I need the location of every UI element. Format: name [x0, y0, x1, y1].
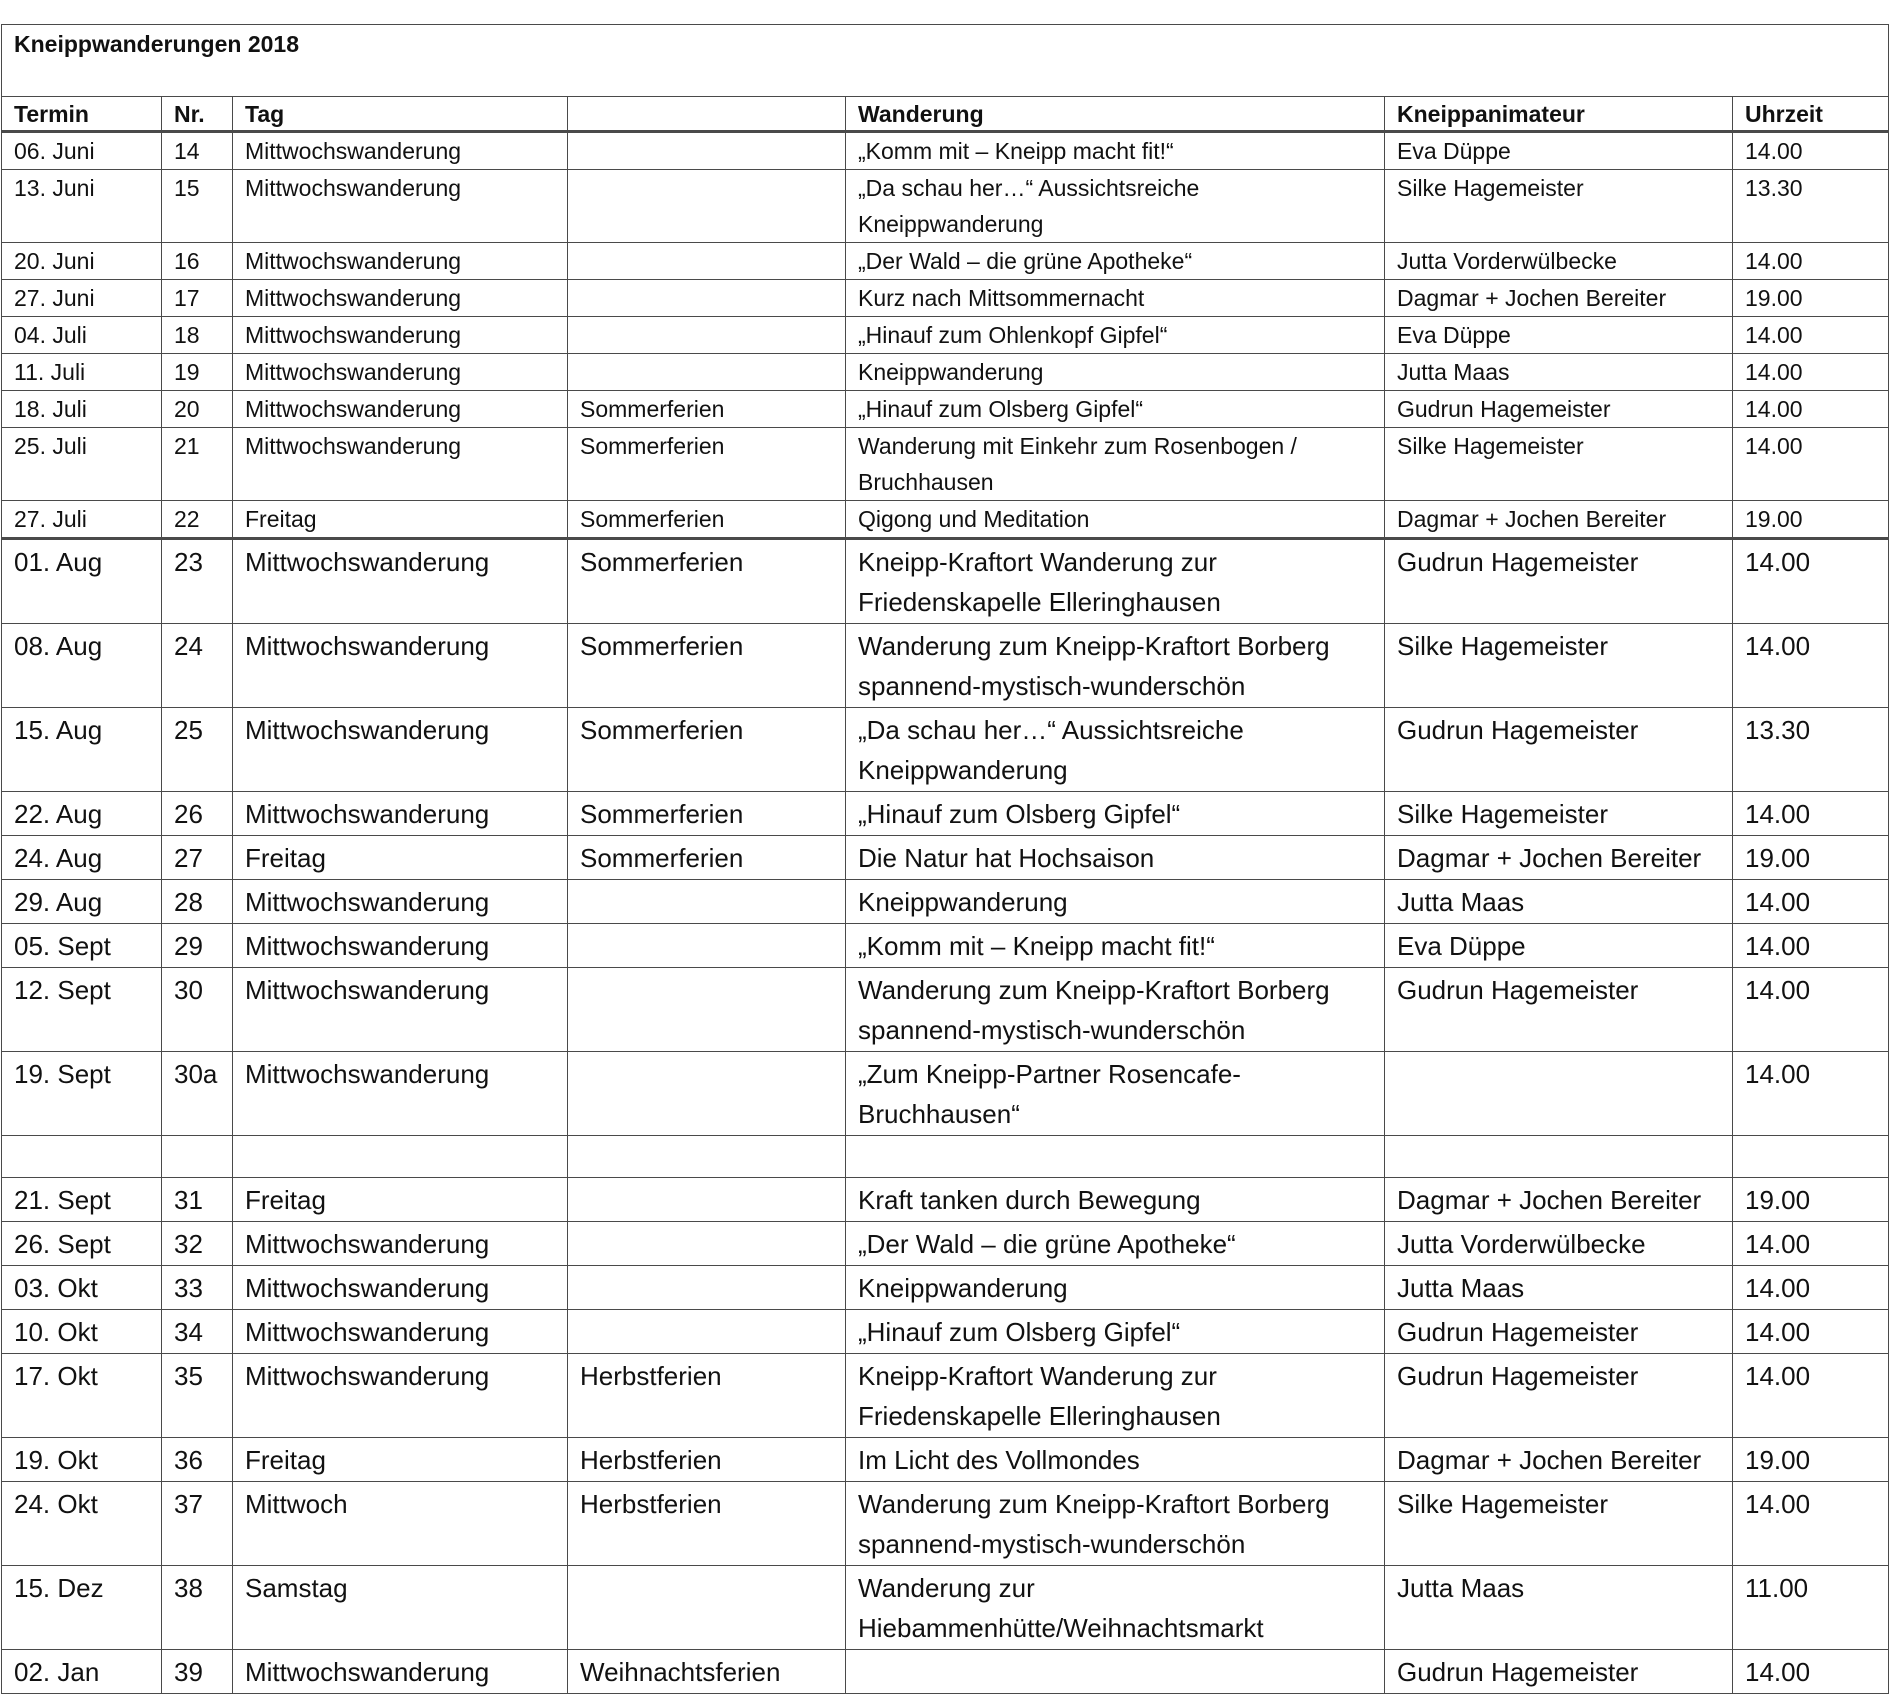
kneippanimateur-cell: Dagmar + Jochen Bereiter [1385, 280, 1733, 317]
uhrzeit-cell: 14.00 [1733, 1052, 1889, 1136]
uhrzeit-cell: 14.00 [1733, 1266, 1889, 1310]
tag-cell: Mittwochswanderung [233, 880, 568, 924]
kneippanimateur-cell: Gudrun Hagemeister [1385, 708, 1733, 792]
table-row [2, 1354, 1889, 1438]
ferien-cell [568, 1222, 846, 1266]
nr-cell: 30a [162, 1052, 233, 1136]
table-row [2, 1482, 1889, 1566]
tag-cell: Mittwochswanderung [233, 792, 568, 836]
uhrzeit-cell: 13.30 [1733, 708, 1889, 792]
termin-cell: 12. Sept [2, 968, 162, 1052]
kneippanimateur-cell: Dagmar + Jochen Bereiter [1385, 836, 1733, 880]
uhrzeit-cell: 19.00 [1733, 501, 1889, 539]
tag-cell: Mittwochswanderung [233, 1222, 568, 1266]
termin-cell: 24. Okt [2, 1482, 162, 1566]
tag-cell: Mittwochswanderung [233, 354, 568, 391]
uhrzeit-cell [1733, 1136, 1889, 1178]
kneippanimateur-cell: Silke Hagemeister [1385, 624, 1733, 708]
uhrzeit-cell: 14.00 [1733, 391, 1889, 428]
nr-cell: 20 [162, 391, 233, 428]
ferien-cell: Sommerferien [568, 539, 846, 624]
table-row [2, 1178, 1889, 1222]
wanderung-cell: Wanderung zum Kneipp-Kraftort Borberg spannend-mystisch-wunderschön [846, 968, 1385, 1052]
tag-cell: Mittwochswanderung [233, 243, 568, 280]
wanderung-cell: „Zum Kneipp-Partner Rosencafe-Bruchhausen“ [846, 1052, 1385, 1136]
tag-cell: Freitag [233, 1438, 568, 1482]
ferien-cell: Weihnachtsferien [568, 1650, 846, 1694]
table-row [2, 317, 1889, 354]
table-row [2, 1222, 1889, 1266]
kneippanimateur-cell: Silke Hagemeister [1385, 1482, 1733, 1566]
termin-cell [2, 1136, 162, 1178]
kneippanimateur-cell: Dagmar + Jochen Bereiter [1385, 1178, 1733, 1222]
nr-cell: 22 [162, 501, 233, 539]
tag-cell: Mittwochswanderung [233, 280, 568, 317]
termin-cell: 04. Juli [2, 317, 162, 354]
wanderung-cell: „Hinauf zum Olsberg Gipfel“ [846, 391, 1385, 428]
wanderung-cell: Kurz nach Mittsommernacht [846, 280, 1385, 317]
wanderung-cell: Wanderung zum Kneipp-Kraftort Borberg spannend-mystisch-wunderschön [846, 1482, 1385, 1566]
uhrzeit-cell: 14.00 [1733, 792, 1889, 836]
nr-cell: 28 [162, 880, 233, 924]
wanderung-cell: Qigong und Meditation [846, 501, 1385, 539]
uhrzeit-cell: 14.00 [1733, 539, 1889, 624]
uhrzeit-cell: 14.00 [1733, 1310, 1889, 1354]
tag-cell: Mittwochswanderung [233, 924, 568, 968]
ferien-cell: Sommerferien [568, 624, 846, 708]
kneippanimateur-cell: Gudrun Hagemeister [1385, 1310, 1733, 1354]
nr-cell: 35 [162, 1354, 233, 1438]
termin-cell: 19. Okt [2, 1438, 162, 1482]
uhrzeit-cell: 14.00 [1733, 317, 1889, 354]
wanderung-cell: „Hinauf zum Olsberg Gipfel“ [846, 1310, 1385, 1354]
tag-cell: Mittwochswanderung [233, 391, 568, 428]
tag-cell: Freitag [233, 1178, 568, 1222]
wanderung-cell: Kneipp-Kraftort Wanderung zur Friedenskapelle Elleringhausen [846, 539, 1385, 624]
wanderung-cell [846, 1650, 1385, 1694]
kneippanimateur-cell: Jutta Maas [1385, 354, 1733, 391]
ferien-cell [568, 243, 846, 280]
tag-cell: Freitag [233, 836, 568, 880]
kneippanimateur-cell: Jutta Vorderwülbecke [1385, 243, 1733, 280]
column-header: Tag [233, 97, 568, 132]
ferien-cell: Sommerferien [568, 428, 846, 501]
column-header: Termin [2, 97, 162, 132]
uhrzeit-cell: 19.00 [1733, 1178, 1889, 1222]
column-header [568, 97, 846, 132]
nr-cell: 24 [162, 624, 233, 708]
tag-cell: Mittwochswanderung [233, 132, 568, 170]
termin-cell: 20. Juni [2, 243, 162, 280]
kneippanimateur-cell: Eva Düppe [1385, 317, 1733, 354]
termin-cell: 19. Sept [2, 1052, 162, 1136]
wanderung-cell: Wanderung mit Einkehr zum Rosenbogen / Bruchhausen [846, 428, 1385, 501]
ferien-cell: Herbstferien [568, 1438, 846, 1482]
kneippanimateur-cell: Eva Düppe [1385, 132, 1733, 170]
table-row [2, 924, 1889, 968]
wanderung-cell: Kneippwanderung [846, 354, 1385, 391]
nr-cell: 33 [162, 1266, 233, 1310]
nr-cell: 18 [162, 317, 233, 354]
termin-cell: 27. Juni [2, 280, 162, 317]
ferien-cell [568, 1178, 846, 1222]
ferien-cell: Herbstferien [568, 1354, 846, 1438]
nr-cell: 38 [162, 1566, 233, 1650]
wanderung-cell: „Hinauf zum Olsberg Gipfel“ [846, 792, 1385, 836]
header-row [2, 97, 1889, 132]
kneippanimateur-cell: Jutta Maas [1385, 1566, 1733, 1650]
nr-cell: 36 [162, 1438, 233, 1482]
nr-cell: 25 [162, 708, 233, 792]
nr-cell: 27 [162, 836, 233, 880]
tag-cell: Mittwochswanderung [233, 1310, 568, 1354]
tag-cell: Mittwochswanderung [233, 708, 568, 792]
tag-cell: Mittwochswanderung [233, 1650, 568, 1694]
uhrzeit-cell: 14.00 [1733, 624, 1889, 708]
tag-cell: Mittwoch [233, 1482, 568, 1566]
page-title: Kneippwanderungen 2018 [2, 25, 1889, 97]
column-header: Nr. [162, 97, 233, 132]
tag-cell: Samstag [233, 1566, 568, 1650]
wanderung-cell: Kneippwanderung [846, 880, 1385, 924]
table-row [2, 428, 1889, 501]
wanderung-cell: Die Natur hat Hochsaison [846, 836, 1385, 880]
nr-cell: 30 [162, 968, 233, 1052]
termin-cell: 29. Aug [2, 880, 162, 924]
kneippanimateur-cell [1385, 1136, 1733, 1178]
uhrzeit-cell: 14.00 [1733, 1482, 1889, 1566]
ferien-cell: Herbstferien [568, 1482, 846, 1566]
termin-cell: 06. Juni [2, 132, 162, 170]
ferien-cell [568, 1052, 846, 1136]
ferien-cell: Sommerferien [568, 836, 846, 880]
kneippanimateur-cell: Eva Düppe [1385, 924, 1733, 968]
ferien-cell [568, 1310, 846, 1354]
schedule-part-1 [2, 132, 1889, 539]
uhrzeit-cell: 13.30 [1733, 170, 1889, 243]
table-row [2, 132, 1889, 170]
termin-cell: 18. Juli [2, 391, 162, 428]
kneippanimateur-cell: Jutta Vorderwülbecke [1385, 1222, 1733, 1266]
wanderung-cell: „Der Wald – die grüne Apotheke“ [846, 1222, 1385, 1266]
wanderung-cell: Kneippwanderung [846, 1266, 1385, 1310]
kneippanimateur-cell [1385, 1052, 1733, 1136]
nr-cell: 17 [162, 280, 233, 317]
uhrzeit-cell: 19.00 [1733, 836, 1889, 880]
termin-cell: 10. Okt [2, 1310, 162, 1354]
tag-cell: Mittwochswanderung [233, 624, 568, 708]
uhrzeit-cell: 14.00 [1733, 880, 1889, 924]
table-row [2, 501, 1889, 539]
wanderung-cell: „Komm mit – Kneipp macht fit!“ [846, 924, 1385, 968]
table-row [2, 880, 1889, 924]
ferien-cell [568, 317, 846, 354]
tag-cell: Mittwochswanderung [233, 968, 568, 1052]
nr-cell: 14 [162, 132, 233, 170]
tag-cell: Freitag [233, 501, 568, 539]
uhrzeit-cell: 14.00 [1733, 428, 1889, 501]
uhrzeit-cell: 14.00 [1733, 1650, 1889, 1694]
nr-cell: 26 [162, 792, 233, 836]
table-row [2, 1052, 1889, 1136]
ferien-cell [568, 1136, 846, 1178]
kneippanimateur-cell: Gudrun Hagemeister [1385, 1650, 1733, 1694]
termin-cell: 13. Juni [2, 170, 162, 243]
ferien-cell: Sommerferien [568, 792, 846, 836]
tag-cell [233, 1136, 568, 1178]
uhrzeit-cell: 14.00 [1733, 132, 1889, 170]
wanderung-cell: „Hinauf zum Ohlenkopf Gipfel“ [846, 317, 1385, 354]
wanderung-cell: Wanderung zum Kneipp-Kraftort Borberg spannend-mystisch-wunderschön [846, 624, 1385, 708]
wanderung-cell: „Da schau her…“ Aussichtsreiche Kneippwanderung [846, 708, 1385, 792]
table-row [2, 792, 1889, 836]
termin-cell: 24. Aug [2, 836, 162, 880]
uhrzeit-cell: 14.00 [1733, 1222, 1889, 1266]
termin-cell: 21. Sept [2, 1178, 162, 1222]
table-row [2, 1266, 1889, 1310]
termin-cell: 22. Aug [2, 792, 162, 836]
uhrzeit-cell: 19.00 [1733, 1438, 1889, 1482]
ferien-cell [568, 280, 846, 317]
ferien-cell [568, 880, 846, 924]
nr-cell: 23 [162, 539, 233, 624]
ferien-cell [568, 132, 846, 170]
ferien-cell [568, 354, 846, 391]
ferien-cell: Sommerferien [568, 391, 846, 428]
tag-cell: Mittwochswanderung [233, 170, 568, 243]
nr-cell: 31 [162, 1178, 233, 1222]
uhrzeit-cell: 14.00 [1733, 1354, 1889, 1438]
wanderung-cell: „Der Wald – die grüne Apotheke“ [846, 243, 1385, 280]
termin-cell: 25. Juli [2, 428, 162, 501]
kneippanimateur-cell: Jutta Maas [1385, 1266, 1733, 1310]
nr-cell: 19 [162, 354, 233, 391]
tag-cell: Mittwochswanderung [233, 1266, 568, 1310]
termin-cell: 17. Okt [2, 1354, 162, 1438]
nr-cell: 37 [162, 1482, 233, 1566]
table-row [2, 1136, 1889, 1178]
termin-cell: 08. Aug [2, 624, 162, 708]
kneippanimateur-cell: Silke Hagemeister [1385, 428, 1733, 501]
table-row [2, 624, 1889, 708]
nr-cell: 16 [162, 243, 233, 280]
wanderung-cell [846, 1136, 1385, 1178]
table-row [2, 243, 1889, 280]
kneippanimateur-cell: Silke Hagemeister [1385, 792, 1733, 836]
nr-cell: 32 [162, 1222, 233, 1266]
termin-cell: 15. Aug [2, 708, 162, 792]
uhrzeit-cell: 14.00 [1733, 243, 1889, 280]
ferien-cell [568, 170, 846, 243]
table-row [2, 1438, 1889, 1482]
column-header: Kneippanimateur [1385, 97, 1733, 132]
table-row [2, 170, 1889, 243]
column-header: Wanderung [846, 97, 1385, 132]
wanderung-cell: Kneipp-Kraftort Wanderung zur Friedenskapelle Elleringhausen [846, 1354, 1385, 1438]
nr-cell: 15 [162, 170, 233, 243]
termin-cell: 15. Dez [2, 1566, 162, 1650]
termin-cell: 03. Okt [2, 1266, 162, 1310]
column-header: Uhrzeit [1733, 97, 1889, 132]
ferien-cell [568, 1266, 846, 1310]
ferien-cell [568, 968, 846, 1052]
nr-cell: 21 [162, 428, 233, 501]
uhrzeit-cell: 19.00 [1733, 280, 1889, 317]
table-row [2, 539, 1889, 624]
table-row [2, 1650, 1889, 1694]
uhrzeit-cell: 11.00 [1733, 1566, 1889, 1650]
tag-cell: Mittwochswanderung [233, 1052, 568, 1136]
uhrzeit-cell: 14.00 [1733, 924, 1889, 968]
title-row [2, 25, 1889, 97]
ferien-cell: Sommerferien [568, 708, 846, 792]
tag-cell: Mittwochswanderung [233, 428, 568, 501]
kneippanimateur-cell: Dagmar + Jochen Bereiter [1385, 501, 1733, 539]
table-row [2, 708, 1889, 792]
nr-cell: 39 [162, 1650, 233, 1694]
kneippanimateur-cell: Gudrun Hagemeister [1385, 391, 1733, 428]
wanderung-cell: Kraft tanken durch Bewegung [846, 1178, 1385, 1222]
wanderung-cell: „Da schau her…“ Aussichtsreiche Kneippwanderung [846, 170, 1385, 243]
schedule-part-2 [2, 539, 1889, 1694]
ferien-cell: Sommerferien [568, 501, 846, 539]
termin-cell: 27. Juli [2, 501, 162, 539]
termin-cell: 05. Sept [2, 924, 162, 968]
nr-cell: 29 [162, 924, 233, 968]
table-row [2, 1566, 1889, 1650]
wanderung-cell: Im Licht des Vollmondes [846, 1438, 1385, 1482]
wanderung-cell: „Komm mit – Kneipp macht fit!“ [846, 132, 1385, 170]
nr-cell [162, 1136, 233, 1178]
tag-cell: Mittwochswanderung [233, 1354, 568, 1438]
uhrzeit-cell: 14.00 [1733, 354, 1889, 391]
table-row [2, 354, 1889, 391]
tag-cell: Mittwochswanderung [233, 539, 568, 624]
nr-cell: 34 [162, 1310, 233, 1354]
ferien-cell [568, 1566, 846, 1650]
termin-cell: 26. Sept [2, 1222, 162, 1266]
termin-cell: 11. Juli [2, 354, 162, 391]
table-row [2, 391, 1889, 428]
table-row [2, 1310, 1889, 1354]
termin-cell: 02. Jan [2, 1650, 162, 1694]
termin-cell: 01. Aug [2, 539, 162, 624]
kneippanimateur-cell: Gudrun Hagemeister [1385, 539, 1733, 624]
kneippanimateur-cell: Gudrun Hagemeister [1385, 1354, 1733, 1438]
kneippanimateur-cell: Jutta Maas [1385, 880, 1733, 924]
kneippanimateur-cell: Dagmar + Jochen Bereiter [1385, 1438, 1733, 1482]
table-row [2, 280, 1889, 317]
table-row [2, 836, 1889, 880]
tag-cell: Mittwochswanderung [233, 317, 568, 354]
kneippanimateur-cell: Gudrun Hagemeister [1385, 968, 1733, 1052]
schedule-table [1, 24, 1889, 1694]
wanderung-cell: Wanderung zur Hiebammenhütte/Weihnachtsmarkt [846, 1566, 1385, 1650]
kneippanimateur-cell: Silke Hagemeister [1385, 170, 1733, 243]
table-row [2, 968, 1889, 1052]
uhrzeit-cell: 14.00 [1733, 968, 1889, 1052]
ferien-cell [568, 924, 846, 968]
